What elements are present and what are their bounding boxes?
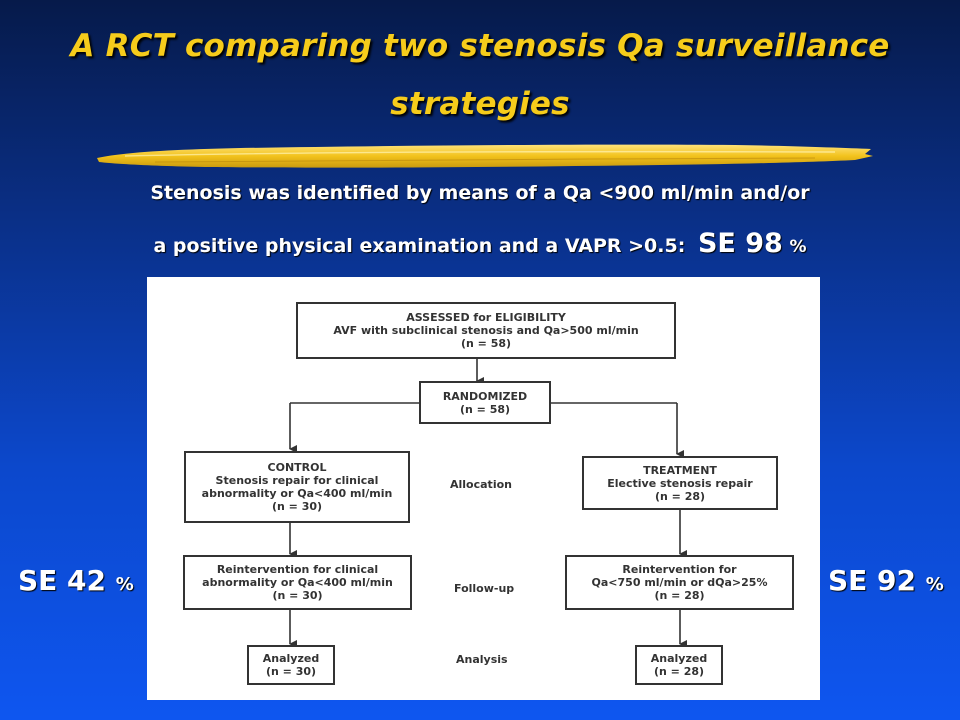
eligibility-line3: (n = 58) <box>460 337 512 350</box>
treatment-line1: TREATMENT <box>643 463 717 477</box>
randomized-box <box>419 381 551 424</box>
randomized-line1: RANDOMIZED <box>442 389 528 403</box>
eligibility-box <box>296 302 676 359</box>
se-right-label <box>828 564 944 597</box>
reint-treatment-line1: Reintervention for <box>622 563 737 576</box>
analyzed-control-line2: (n = 30) <box>265 665 317 678</box>
reint-control-line2: abnormality or Qa<400 ml/min <box>202 576 393 589</box>
eligibility-line1: ASSESSED for ELIGIBILITY <box>406 311 566 324</box>
eligibility-line2: AVF with subclinical stenosis and Qa>500 ml/min <box>333 324 639 337</box>
stage-label-followup: Follow-up <box>454 582 515 595</box>
treatment-box <box>582 456 778 510</box>
reint-treatment-line3: (n = 28) <box>654 589 705 602</box>
reint-control-line3: (n = 30) <box>272 589 323 602</box>
stage-label-allocation: Allocation <box>450 478 512 491</box>
se-left-percent: % <box>115 574 134 595</box>
subtitle-line2-row <box>0 228 960 259</box>
reintervention-control-box <box>183 555 412 610</box>
se-right-percent: % <box>925 574 944 595</box>
analyzed-control-line1: Analyzed <box>262 652 320 665</box>
randomized-line2: (n = 58) <box>459 402 511 416</box>
subtitle-line2: a positive physical examination and a VAPR >0.5: <box>153 235 686 257</box>
se-right-value: SE 92 <box>828 564 917 597</box>
control-line3: abnormality or Qa<400 ml/min <box>201 487 393 500</box>
analyzed-treatment-box <box>635 645 723 685</box>
flowchart-panel <box>147 277 820 700</box>
se-main-percent: % <box>789 237 807 257</box>
control-line2: Stenosis repair for clinical <box>215 474 379 487</box>
se-left-value: SE 42 <box>18 564 107 597</box>
subtitle-line1: Stenosis was identified by means of a Qa <900 ml/min and/or <box>150 182 810 204</box>
slide-title-line2: strategies <box>390 86 570 122</box>
control-box <box>184 451 410 523</box>
se-main-value: SE 98 <box>697 228 783 259</box>
se-left-label <box>18 564 134 597</box>
analyzed-treatment-line1: Analyzed <box>650 652 708 665</box>
control-line4: (n = 30) <box>271 500 323 513</box>
analyzed-control-box <box>247 645 335 685</box>
control-line1: CONTROL <box>267 461 327 474</box>
reint-treatment-line2: Qa<750 ml/min or dQa>25% <box>591 576 768 589</box>
slide-title-line1: A RCT comparing two stenosis Qa surveillance <box>70 28 890 64</box>
reintervention-treatment-box <box>565 555 794 610</box>
analyzed-treatment-line2: (n = 28) <box>653 665 705 678</box>
treatment-line3: (n = 28) <box>654 489 706 503</box>
treatment-line2: Elective stenosis repair <box>607 476 753 490</box>
highlighter-stroke-decoration <box>95 140 875 174</box>
reint-control-line1: Reintervention for clinical <box>216 563 379 576</box>
stage-label-analysis: Analysis <box>456 653 508 666</box>
